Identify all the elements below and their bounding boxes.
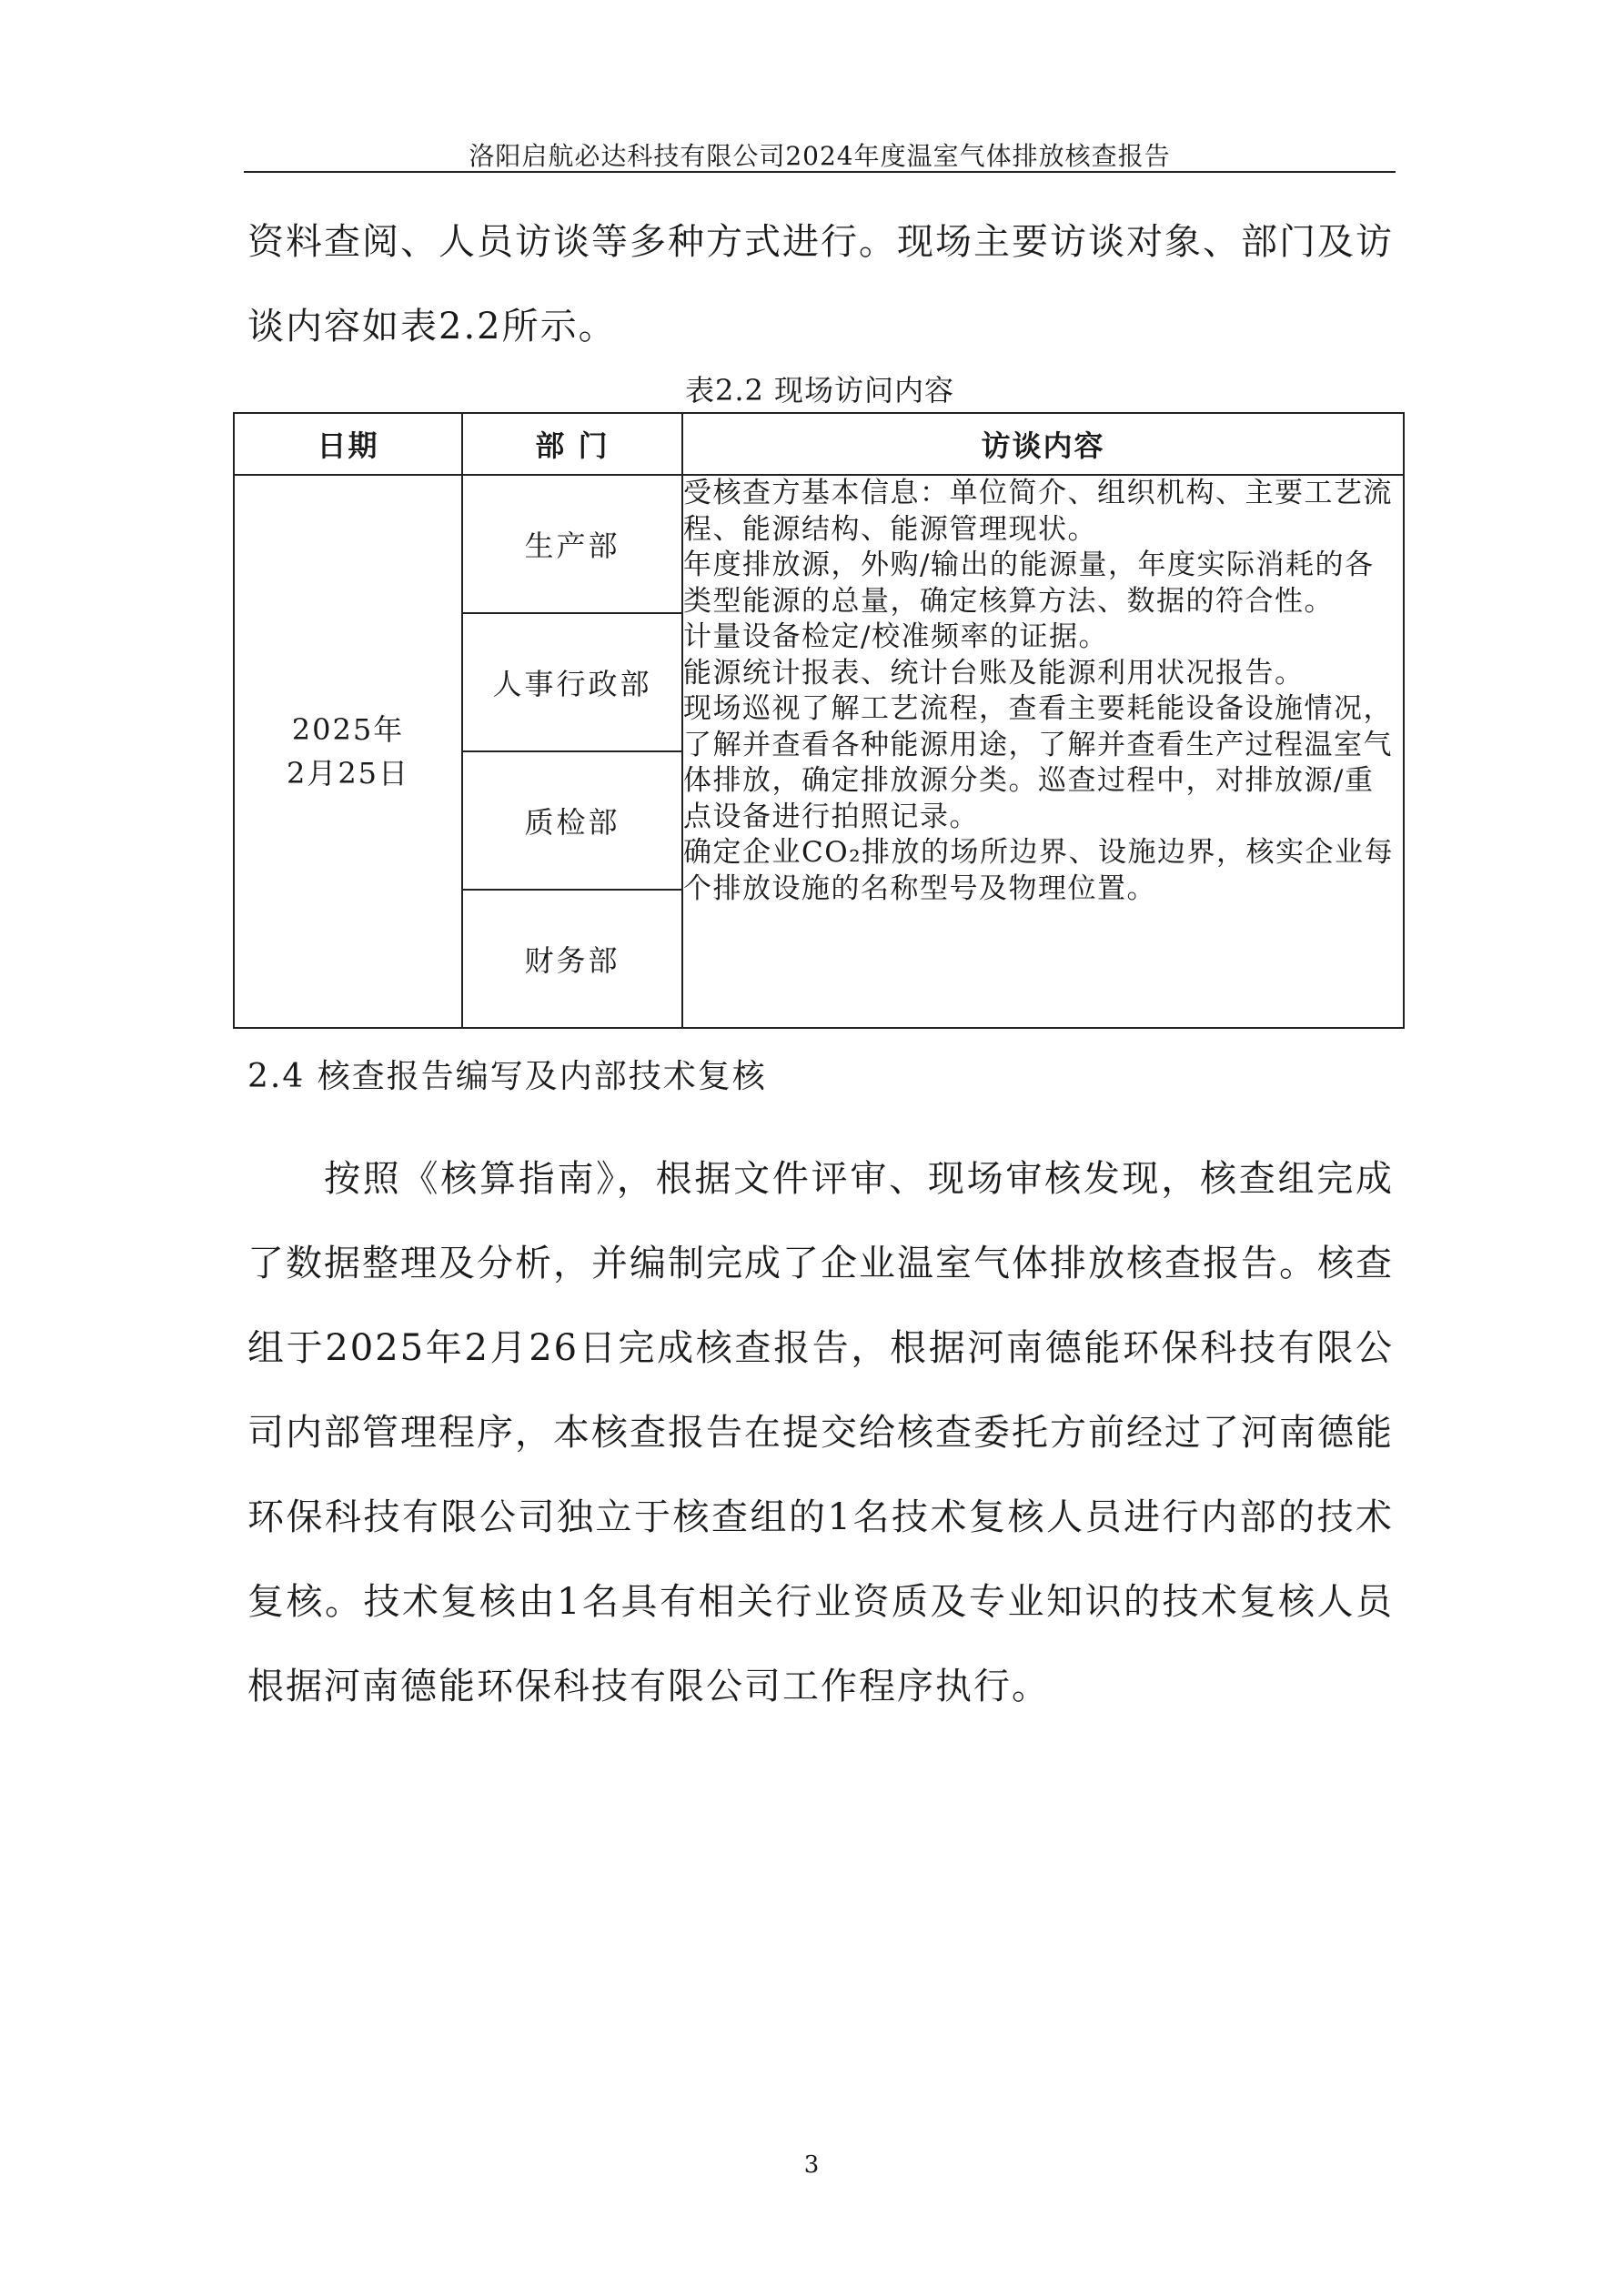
- table-row: [234, 475, 1404, 613]
- date-year: 2025年: [291, 712, 405, 747]
- table-caption: 表2.2 现场访问内容: [684, 373, 955, 408]
- content-line: 计量设备检定/校准频率的证据。: [683, 620, 1108, 653]
- content-line: 确定企业CO₂排放的场所边界、设施边界，核实企业每个排放设施的名称型号及物理位置。: [683, 836, 1395, 905]
- date-cell: [234, 475, 462, 1028]
- header-department: 部 门: [462, 413, 682, 475]
- intro-paragraph: 资料查阅、人员访谈等多种方式进行。现场主要访谈对象、部门及访谈内容如表2.2所示。: [247, 221, 1394, 347]
- content-line: 能源统计报表、统计台账及能源利用状况报告。: [683, 656, 1305, 690]
- department-cell: 人事行政部: [462, 613, 682, 751]
- interview-table: [233, 412, 1405, 1029]
- header-date: 日期: [234, 413, 462, 475]
- content-line: 现场巡视了解工艺流程，查看主要耗能设备设施情况，了解并查看各种能源用途，了解并查看生产过程温室气体排放，确定排放源分类。巡查过程中，对排放源/重点设备进行拍照记录。: [683, 692, 1393, 833]
- date-month-day: 2月25日: [286, 756, 410, 791]
- header-content: 访谈内容: [682, 413, 1404, 475]
- table-header-row: [234, 413, 1404, 475]
- body-paragraph: 按照《核算指南》，根据文件评审、现场审核发现，核查组完成了数据整理及分析，并编制完成了企业温室气体排放核查报告。核查组于2025年2月26日完成核查报告，根据河南德能环保科技有限公司内部管理程序，本核查报告在提交给核查委托方前经过了河南德能环保科技有限公司独立于核查组的1名技术复核人员进行内部的技术复核。技术复核由1名具有相关行业资质及专业知识的技术复核人员根据河南德能环保科技有限公司工作程序执行。: [247, 1158, 1394, 1707]
- department-cell: 生产部: [462, 475, 682, 613]
- report-header-title: 洛阳启航必达科技有限公司2024年度温室气体排放核查报告: [469, 141, 1171, 171]
- content-line: 受核查方基本信息：单位简介、组织机构、主要工艺流程、能源结构、能源管理现状。: [683, 477, 1393, 546]
- department-cell: 财务部: [462, 890, 682, 1028]
- department-cell: 质检部: [462, 751, 682, 890]
- section-heading: 2.4 核查报告编写及内部技术复核: [247, 1058, 767, 1095]
- page-number: 3: [803, 2151, 820, 2179]
- content-line: 年度排放源，外购/输出的能源量，年度实际消耗的各类型能源的总量，确定核算方法、数据的符合性。: [683, 549, 1375, 618]
- header-divider: [244, 171, 1396, 173]
- content-cell: [682, 475, 1404, 1028]
